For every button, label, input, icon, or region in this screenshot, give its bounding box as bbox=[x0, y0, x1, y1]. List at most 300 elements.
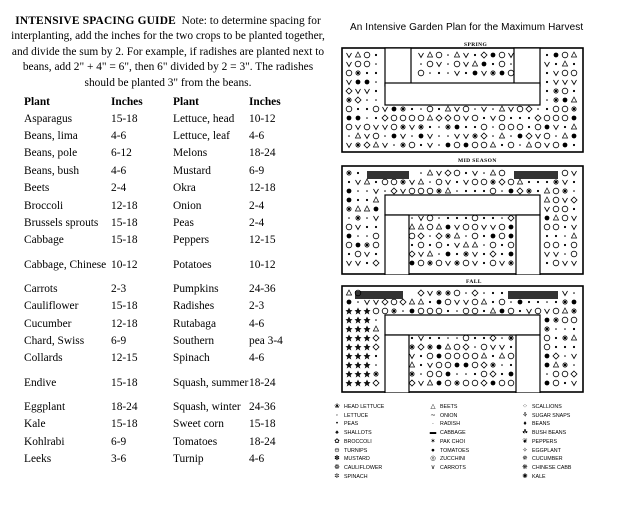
pea-icon bbox=[546, 90, 548, 92]
spinach-icon bbox=[364, 242, 370, 248]
tomato-icon bbox=[437, 354, 442, 359]
pea-icon bbox=[366, 108, 368, 110]
lettuce-icon bbox=[481, 124, 487, 130]
season-label-spring: SPRING bbox=[464, 42, 488, 48]
plant-name-cell: Potatoes bbox=[173, 258, 212, 271]
pea-icon bbox=[519, 310, 521, 312]
lettuce-icon bbox=[553, 260, 559, 266]
legend-item bbox=[330, 455, 384, 464]
lettuce-icon bbox=[427, 308, 433, 314]
legend-item bbox=[330, 464, 384, 473]
kale-icon bbox=[346, 326, 353, 333]
radish-icon bbox=[429, 235, 431, 237]
lettuce-icon bbox=[508, 353, 514, 359]
spinach-icon bbox=[571, 308, 577, 314]
plant-name-cell: Melons bbox=[173, 147, 208, 160]
radish-icon bbox=[501, 364, 503, 366]
lettuce-icon bbox=[499, 224, 505, 230]
carrot-icon bbox=[419, 252, 424, 257]
bean-icon bbox=[490, 251, 496, 257]
pea-icon bbox=[420, 144, 422, 146]
carrot-icon bbox=[383, 143, 388, 148]
carrot-icon bbox=[572, 354, 577, 359]
bean-icon bbox=[373, 335, 379, 341]
carrot-icon bbox=[464, 62, 469, 67]
bean-icon bbox=[463, 344, 469, 350]
inches-cell: 2-4 bbox=[249, 199, 265, 212]
radish-icon bbox=[492, 135, 494, 137]
beet-icon bbox=[418, 299, 423, 304]
lettuce-icon bbox=[571, 251, 577, 257]
carrot-icon bbox=[419, 336, 424, 341]
bean-icon bbox=[481, 52, 487, 58]
legend-symbol-icon: ✿ bbox=[334, 437, 340, 445]
carrot-icon bbox=[464, 116, 469, 121]
carrot-icon bbox=[401, 189, 406, 194]
beet-icon bbox=[454, 233, 459, 238]
table-row bbox=[24, 315, 309, 332]
tomato-icon bbox=[419, 134, 424, 139]
kale-icon bbox=[355, 380, 362, 387]
lettuce-icon bbox=[499, 170, 505, 176]
carrot-icon bbox=[572, 261, 577, 266]
bean-icon bbox=[526, 133, 532, 139]
lettuce-icon bbox=[418, 188, 424, 194]
guide-title: INTENSIVE SPACING GUIDE bbox=[15, 15, 176, 27]
radish-icon bbox=[438, 144, 440, 146]
radish-icon bbox=[366, 217, 368, 219]
pea-icon bbox=[429, 337, 431, 339]
radish-icon bbox=[375, 319, 377, 321]
tomato-icon bbox=[392, 134, 397, 139]
lettuce-icon bbox=[472, 362, 478, 368]
bean-icon bbox=[481, 133, 487, 139]
tomato-icon bbox=[545, 125, 550, 130]
inches-cell: 24-36 bbox=[249, 282, 276, 295]
beet-icon bbox=[346, 290, 351, 295]
radish-icon bbox=[438, 253, 440, 255]
lettuce-icon bbox=[508, 179, 514, 185]
legend-item bbox=[426, 412, 469, 421]
lettuce-icon bbox=[445, 353, 451, 359]
radish-icon bbox=[465, 373, 467, 375]
lettuce-icon bbox=[472, 142, 478, 148]
carrot-icon bbox=[347, 261, 352, 266]
bean-icon bbox=[400, 299, 406, 305]
radish-icon bbox=[420, 63, 422, 65]
spinach-icon bbox=[490, 70, 496, 76]
plant-name-cell: Peas bbox=[173, 217, 194, 230]
inches-cell: 10-12 bbox=[111, 258, 138, 271]
tomato-icon bbox=[437, 300, 442, 305]
inches-cell: 12-18 bbox=[249, 182, 276, 195]
pea-icon bbox=[555, 346, 557, 348]
lettuce-icon bbox=[499, 61, 505, 67]
carrot-icon bbox=[491, 116, 496, 121]
carrot-icon bbox=[545, 207, 550, 212]
lettuce-icon bbox=[508, 242, 514, 248]
pea-icon bbox=[375, 226, 377, 228]
legend-item bbox=[426, 455, 469, 464]
legend-symbol-icon: ✵ bbox=[522, 455, 528, 463]
bean-icon bbox=[490, 335, 496, 341]
legend-item bbox=[518, 412, 571, 421]
table-row bbox=[24, 433, 309, 450]
lettuce-icon bbox=[544, 344, 550, 350]
bean-icon bbox=[364, 142, 370, 148]
carrot-icon bbox=[365, 300, 370, 305]
lettuce-icon bbox=[463, 224, 469, 230]
planted-row bbox=[508, 291, 558, 299]
inches-cell: 4-6 bbox=[249, 130, 265, 143]
pea-icon bbox=[564, 382, 566, 384]
lettuce-icon bbox=[553, 308, 559, 314]
legend-item bbox=[330, 420, 384, 429]
lettuce-icon bbox=[418, 260, 424, 266]
carrot-icon bbox=[374, 300, 379, 305]
legend-symbol-icon: ● bbox=[431, 446, 435, 454]
beet-icon bbox=[445, 344, 450, 349]
radish-icon bbox=[501, 337, 503, 339]
legend-label: TOMATOES bbox=[440, 447, 470, 454]
lettuce-icon bbox=[562, 88, 568, 94]
pea-icon bbox=[564, 126, 566, 128]
plant-name-cell: Cucumber bbox=[24, 317, 72, 330]
kale-icon bbox=[355, 308, 362, 315]
column-header: Plant bbox=[173, 95, 199, 108]
legend-symbol-icon: ❀ bbox=[334, 403, 340, 410]
lettuce-icon bbox=[544, 242, 550, 248]
kale-icon bbox=[346, 353, 353, 360]
pea-icon bbox=[555, 337, 557, 339]
radish-icon bbox=[366, 117, 368, 119]
spinach-icon bbox=[355, 142, 361, 148]
kale-icon bbox=[355, 344, 362, 351]
carrot-icon bbox=[374, 125, 379, 130]
lettuce-icon bbox=[391, 115, 397, 121]
lettuce-icon bbox=[373, 106, 379, 112]
pea-icon bbox=[573, 63, 575, 65]
lettuce-icon bbox=[472, 353, 478, 359]
bean-icon bbox=[445, 115, 451, 121]
carrot-icon bbox=[365, 89, 370, 94]
legend-symbol-icon: · bbox=[431, 420, 435, 428]
legend-symbol-icon: ◦ bbox=[335, 411, 339, 419]
carrot-icon bbox=[572, 80, 577, 85]
tomato-icon bbox=[464, 143, 469, 148]
lettuce-icon bbox=[436, 371, 442, 377]
carrot-icon bbox=[509, 53, 514, 58]
beet-icon bbox=[436, 224, 441, 229]
pea-icon bbox=[555, 301, 557, 303]
carrot-icon bbox=[473, 261, 478, 266]
plant-name-cell: Southern bbox=[173, 334, 215, 347]
legend-label: BUSH BEANS bbox=[532, 430, 567, 437]
legend-label: BROCCOLI bbox=[344, 438, 372, 445]
radish-icon bbox=[573, 364, 575, 366]
legend-item bbox=[330, 438, 384, 447]
lettuce-icon bbox=[562, 52, 568, 58]
radish-icon bbox=[447, 337, 449, 339]
legend-symbol-icon: ❁ bbox=[334, 463, 340, 471]
beet-icon bbox=[481, 353, 486, 358]
legend-symbol-icon: • bbox=[335, 420, 339, 428]
pea-icon bbox=[465, 72, 467, 74]
tomato-icon bbox=[347, 189, 352, 194]
bean-icon bbox=[355, 97, 361, 103]
radish-icon bbox=[519, 144, 521, 146]
lettuce-icon bbox=[553, 188, 559, 194]
table-row bbox=[24, 450, 309, 467]
beet-icon bbox=[355, 206, 360, 211]
spinach-icon bbox=[562, 362, 568, 368]
lettuce-icon bbox=[553, 242, 559, 248]
carrot-icon bbox=[482, 107, 487, 112]
legend-label: SCALLIONS bbox=[532, 404, 562, 410]
beet-icon bbox=[445, 188, 450, 193]
lettuce-icon bbox=[427, 188, 433, 194]
spacing-table-body bbox=[24, 110, 309, 468]
path-notch bbox=[385, 335, 409, 393]
pea-icon bbox=[357, 172, 359, 174]
legend-label: BEETS bbox=[440, 404, 458, 410]
pea-icon bbox=[537, 190, 539, 192]
radish-icon bbox=[438, 135, 440, 137]
pea-icon bbox=[447, 310, 449, 312]
tomato-icon bbox=[545, 318, 550, 323]
pea-icon bbox=[510, 117, 512, 119]
kale-icon bbox=[364, 317, 371, 324]
legend-label: SUGAR SNAPS bbox=[532, 412, 571, 419]
lettuce-icon bbox=[436, 362, 442, 368]
beet-icon bbox=[427, 380, 432, 385]
plant-name-cell: Lettuce, leaf bbox=[173, 130, 230, 143]
radish-icon bbox=[573, 190, 575, 192]
tomato-icon bbox=[347, 300, 352, 305]
spinach-icon bbox=[508, 335, 514, 341]
pea-icon bbox=[357, 108, 359, 110]
legend-item bbox=[426, 420, 469, 429]
inches-cell: 2-4 bbox=[249, 217, 265, 230]
pea-icon bbox=[501, 244, 503, 246]
spinach-icon bbox=[436, 290, 442, 296]
radish-icon bbox=[375, 99, 377, 101]
pea-icon bbox=[528, 301, 530, 303]
path-notch bbox=[516, 335, 540, 393]
pea-icon bbox=[537, 181, 539, 183]
radish-icon bbox=[564, 328, 566, 330]
pea-icon bbox=[438, 108, 440, 110]
carrot-icon bbox=[572, 381, 577, 386]
lettuce-icon bbox=[418, 115, 424, 121]
plant-name-cell: Broccoli bbox=[24, 199, 64, 212]
table-row bbox=[24, 415, 309, 432]
radish-icon bbox=[456, 190, 458, 192]
table-row bbox=[24, 298, 309, 315]
kale-icon bbox=[355, 317, 362, 324]
radish-icon bbox=[393, 144, 395, 146]
bean-icon bbox=[517, 188, 523, 194]
inches-cell: 18-24 bbox=[249, 435, 276, 448]
lettuce-icon bbox=[463, 308, 469, 314]
carrot-icon bbox=[545, 309, 550, 314]
spinach-icon bbox=[373, 371, 379, 377]
plant-name-cell: Kale bbox=[24, 418, 46, 431]
lettuce-icon bbox=[472, 224, 478, 230]
pea-icon bbox=[483, 310, 485, 312]
bean-icon bbox=[553, 353, 559, 359]
garden-plan-fall bbox=[341, 285, 584, 393]
tomato-icon bbox=[410, 261, 415, 266]
inches-cell: 18-24 bbox=[249, 376, 276, 389]
pea-icon bbox=[573, 90, 575, 92]
path-notch bbox=[516, 215, 540, 275]
inches-cell: 12-18 bbox=[111, 317, 138, 330]
inches-cell: 10-12 bbox=[249, 258, 276, 271]
tomato-icon bbox=[446, 143, 451, 148]
spinach-icon bbox=[571, 106, 577, 112]
beet-icon bbox=[427, 251, 432, 256]
bean-icon bbox=[535, 115, 541, 121]
pea-icon bbox=[438, 337, 440, 339]
lettuce-icon bbox=[499, 299, 505, 305]
lettuce-icon bbox=[517, 124, 523, 130]
radish-icon bbox=[375, 81, 377, 83]
spinach-icon bbox=[409, 371, 415, 377]
legend-item bbox=[330, 447, 384, 456]
lettuce-icon bbox=[373, 233, 379, 239]
bean-icon bbox=[508, 215, 514, 221]
legend-label: HEAD LETTUCE bbox=[344, 404, 385, 410]
lettuce-icon bbox=[364, 61, 370, 67]
spinach-icon bbox=[490, 362, 496, 368]
lettuce-icon bbox=[409, 188, 415, 194]
lettuce-icon bbox=[472, 299, 478, 305]
beet-icon bbox=[463, 242, 468, 247]
kale-icon bbox=[364, 371, 371, 378]
inches-cell: 15-18 bbox=[111, 376, 138, 389]
carrot-icon bbox=[410, 354, 415, 359]
bean-icon bbox=[436, 233, 442, 239]
lettuce-icon bbox=[436, 260, 442, 266]
lettuce-icon bbox=[373, 133, 379, 139]
plant-name-cell: Kohlrabi bbox=[24, 435, 65, 448]
tomato-icon bbox=[545, 381, 550, 386]
bean-icon bbox=[418, 290, 424, 296]
radish-icon bbox=[348, 217, 350, 219]
spinach-icon bbox=[400, 142, 406, 148]
carrot-icon bbox=[545, 252, 550, 257]
legend-label: LETTUCE bbox=[344, 412, 369, 419]
kale-icon bbox=[346, 308, 353, 315]
plant-name-cell: Cabbage bbox=[24, 234, 64, 247]
kale-icon bbox=[355, 335, 362, 342]
tomato-icon bbox=[347, 234, 352, 239]
lettuce-icon bbox=[472, 308, 478, 314]
radish-icon bbox=[384, 190, 386, 192]
pea-icon bbox=[483, 262, 485, 264]
radish-icon bbox=[573, 292, 575, 294]
pea-icon bbox=[456, 181, 458, 183]
inches-cell: 4-6 bbox=[111, 130, 127, 143]
carrot-icon bbox=[473, 252, 478, 257]
tomato-icon bbox=[491, 234, 496, 239]
beet-icon bbox=[355, 52, 360, 57]
spinach-icon bbox=[427, 260, 433, 266]
carrot-icon bbox=[419, 216, 424, 221]
kale-icon bbox=[364, 344, 371, 351]
pea-icon bbox=[483, 190, 485, 192]
pea-icon bbox=[528, 181, 530, 183]
lettuce-icon bbox=[463, 353, 469, 359]
carrot-icon bbox=[419, 381, 424, 386]
carrot-icon bbox=[437, 62, 442, 67]
pea-icon bbox=[366, 262, 368, 264]
inches-cell: 15-18 bbox=[111, 300, 138, 313]
lettuce-icon bbox=[427, 61, 433, 67]
carrot-icon bbox=[527, 309, 532, 314]
carrot-icon bbox=[563, 291, 568, 296]
carrot-icon bbox=[383, 107, 388, 112]
kale-icon bbox=[355, 353, 362, 360]
spinach-icon bbox=[355, 70, 361, 76]
plant-name-cell: Spinach bbox=[173, 352, 210, 365]
kale-icon bbox=[346, 344, 353, 351]
plant-name-cell: Beets bbox=[24, 182, 50, 195]
radish-icon bbox=[456, 373, 458, 375]
lettuce-icon bbox=[499, 124, 505, 130]
table-row bbox=[24, 232, 309, 249]
lettuce-icon bbox=[346, 106, 352, 112]
spinach-icon bbox=[454, 260, 460, 266]
plant-name-cell: Beans, bush bbox=[24, 164, 80, 177]
carrot-icon bbox=[563, 180, 568, 185]
legend-symbol-icon: △ bbox=[430, 403, 436, 410]
table-row bbox=[24, 350, 309, 367]
tomato-icon bbox=[509, 372, 514, 377]
pea-icon bbox=[573, 346, 575, 348]
beet-icon bbox=[553, 362, 558, 367]
carrot-icon bbox=[455, 243, 460, 248]
pea-icon bbox=[366, 226, 368, 228]
plan-title: An Intensive Garden Plan for the Maximum Harvest bbox=[350, 22, 584, 33]
table-row bbox=[24, 197, 309, 214]
guide-note: Note: to determine spacing for interplanting, add the inches for the two crops to be planted together, and divide the sum by 2. For example, if radishes are planted next to beans, add 2" + 4" = 6", then 6" divided by 2 = 3". The radishes should be planted 3" from the beans. bbox=[11, 15, 325, 89]
table-row bbox=[24, 110, 309, 127]
pea-icon bbox=[546, 235, 548, 237]
bean-icon bbox=[526, 106, 532, 112]
pea-icon bbox=[546, 108, 548, 110]
beet-icon bbox=[373, 197, 378, 202]
inches-cell: 15-18 bbox=[111, 418, 138, 431]
pea-icon bbox=[429, 244, 431, 246]
spinach-icon bbox=[400, 179, 406, 185]
radish-icon bbox=[402, 310, 404, 312]
radish-icon bbox=[483, 172, 485, 174]
lettuce-icon bbox=[436, 308, 442, 314]
legend-item bbox=[330, 403, 384, 412]
spinach-icon bbox=[463, 251, 469, 257]
legend-item bbox=[518, 438, 571, 447]
season-label-fall: FALL bbox=[466, 279, 482, 285]
beet-icon bbox=[472, 242, 477, 247]
bean-icon bbox=[382, 299, 388, 305]
pea-icon bbox=[438, 72, 440, 74]
lettuce-icon bbox=[373, 308, 379, 314]
plant-name-cell: Sweet corn bbox=[173, 418, 224, 431]
bean-icon bbox=[373, 344, 379, 350]
beet-icon bbox=[373, 326, 378, 331]
